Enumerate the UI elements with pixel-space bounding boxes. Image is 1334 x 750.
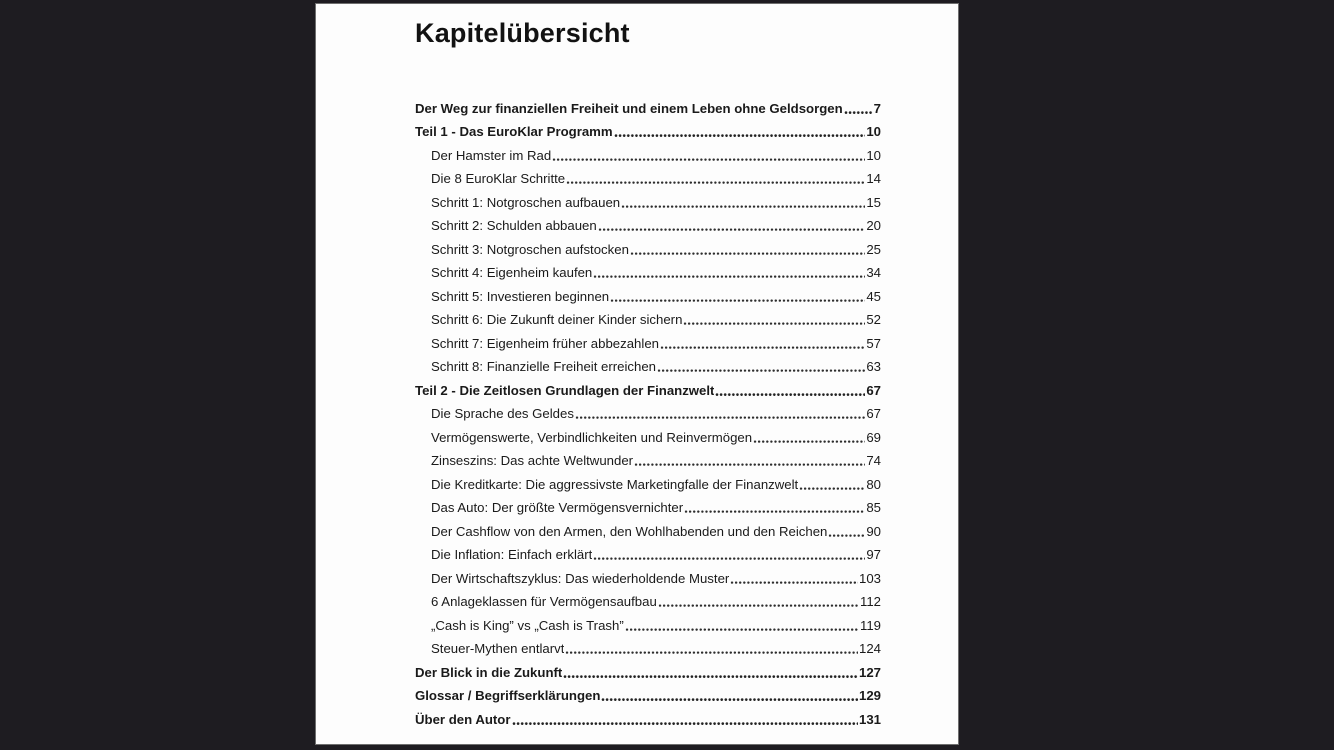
toc-entry-page-number: 34 — [866, 265, 881, 280]
toc-entry-page-number: 7 — [873, 100, 881, 116]
toc-dot-leader — [634, 453, 865, 469]
toc-entry-page-number: 63 — [866, 359, 881, 374]
document-page — [315, 3, 959, 745]
toc-dot-leader — [601, 688, 858, 704]
toc-entry — [415, 399, 881, 423]
toc-entry-label: Über den Autor — [415, 711, 511, 727]
toc-entry — [415, 328, 881, 352]
toc-entry — [415, 657, 881, 681]
toc-dot-leader — [512, 712, 858, 728]
toc-entry-label: Schritt 2: Schulden abbauen — [431, 218, 597, 233]
toc-dot-leader — [683, 312, 865, 328]
toc-entry — [415, 469, 881, 493]
toc-entry-label: Schritt 5: Investieren beginnen — [431, 288, 610, 304]
toc-dot-leader — [658, 594, 859, 610]
toc-entry — [415, 93, 881, 117]
toc-entry-label: Schritt 4: Eigenheim kaufen — [431, 265, 593, 280]
toc-entry-label: Die Inflation: Einfach erklärt — [431, 547, 593, 562]
toc-dot-leader — [621, 195, 865, 211]
toc-entry-label: Teil 1 - Das EuroKlar Programm — [415, 124, 613, 139]
toc-dot-leader — [552, 148, 865, 164]
toc-entry — [415, 540, 881, 564]
toc-entry-page-number: 80 — [866, 476, 881, 492]
toc-entry-label: 6 Anlageklassen für Vermögensaufbau — [431, 594, 657, 609]
toc-entry-page-number: 127 — [858, 664, 881, 680]
toc-entry-label: Der Hamster im Rad — [431, 147, 552, 163]
toc-dot-leader — [566, 171, 865, 187]
toc-entry-label: Zinseszins: Das achte Weltwunder — [431, 453, 634, 468]
toc-entry-page-number: 52 — [866, 312, 881, 327]
toc-entry — [415, 211, 881, 235]
toc-dot-leader — [614, 124, 866, 140]
toc-dot-leader — [630, 242, 865, 258]
toc-entry-page-number: 74 — [866, 453, 881, 468]
toc-entry-label: Schritt 1: Notgroschen aufbauen — [431, 194, 621, 210]
toc-entry-label: Die Sprache des Geldes — [431, 406, 574, 421]
toc-dot-leader — [575, 406, 865, 422]
toc-entry-label: Das Auto: Der größte Vermögensvernichter — [431, 500, 684, 515]
toc-entry — [415, 493, 881, 517]
toc-entry — [415, 446, 881, 470]
toc-entry-page-number: 67 — [866, 382, 881, 398]
toc-entry-page-number: 57 — [866, 335, 881, 351]
toc-entry-label: Schritt 3: Notgroschen aufstocken — [431, 241, 629, 257]
toc-dot-leader — [563, 665, 858, 681]
toc-entry — [415, 117, 881, 141]
toc-entry-page-number: 103 — [858, 570, 881, 586]
toc-entry — [415, 516, 881, 540]
toc-entry-label: Glossar / Begriffserklärungen — [415, 688, 601, 703]
toc-entry-page-number: 85 — [866, 500, 881, 515]
toc-entry-page-number: 90 — [866, 523, 881, 539]
toc-entry-page-number: 20 — [866, 218, 881, 233]
toc-dot-leader — [593, 265, 865, 281]
toc-dot-leader — [598, 218, 866, 234]
toc-entry-page-number: 25 — [866, 241, 881, 257]
toc-entry-label: Schritt 7: Eigenheim früher abbezahlen — [431, 335, 659, 351]
toc-dot-leader — [593, 547, 865, 563]
toc-entry — [415, 634, 881, 658]
toc-entry — [415, 704, 881, 728]
toc-entry-label: Steuer-Mythen entlarvt — [431, 641, 565, 656]
toc-entry-page-number: 131 — [858, 711, 881, 727]
toc-dot-leader — [715, 383, 865, 399]
toc-entry — [415, 422, 881, 446]
toc-entry — [415, 187, 881, 211]
toc-entry — [415, 140, 881, 164]
toc-entry-page-number: 45 — [866, 288, 881, 304]
toc-entry — [415, 587, 881, 611]
toc-entry-page-number: 69 — [866, 429, 881, 445]
toc-entry-label: Teil 2 - Die Zeitlosen Grundlagen der Finanzwelt — [415, 382, 715, 398]
toc-entry — [415, 234, 881, 258]
toc-entry-label: Schritt 8: Finanzielle Freiheit erreichen — [431, 359, 657, 374]
toc-dot-leader — [610, 289, 865, 305]
toc-entry-page-number: 10 — [866, 147, 881, 163]
toc-entry-label: Der Cashflow von den Armen, den Wohlhabenden und den Reichen — [431, 523, 828, 539]
toc-entry-page-number: 97 — [866, 547, 881, 562]
toc-entry — [415, 305, 881, 329]
toc-entry — [415, 352, 881, 376]
toc-entry-label: Schritt 6: Die Zukunft deiner Kinder sichern — [431, 312, 683, 327]
toc-entry-page-number: 112 — [859, 594, 881, 609]
table-of-contents — [415, 93, 881, 728]
toc-dot-leader — [730, 571, 858, 587]
toc-entry-label: Vermögenswerte, Verbindlichkeiten und Reinvermögen — [431, 429, 753, 445]
toc-dot-leader — [684, 500, 865, 516]
toc-entry — [415, 610, 881, 634]
toc-entry-page-number: 10 — [866, 124, 881, 139]
toc-dot-leader — [625, 618, 859, 634]
toc-entry-label: Die Kreditkarte: Die aggressivste Marketingfalle der Finanzwelt — [431, 476, 799, 492]
toc-entry-label: Die 8 EuroKlar Schritte — [431, 171, 566, 186]
toc-dot-leader — [844, 101, 873, 117]
toc-entry — [415, 681, 881, 705]
toc-dot-leader — [565, 641, 858, 657]
toc-entry-label: Der Weg zur finanziellen Freiheit und einem Leben ohne Geldsorgen — [415, 100, 843, 116]
toc-entry — [415, 164, 881, 188]
toc-entry-label: Der Blick in die Zukunft — [415, 664, 563, 680]
toc-entry — [415, 258, 881, 282]
toc-entry-page-number: 129 — [858, 688, 881, 703]
toc-dot-leader — [753, 430, 865, 446]
toc-entry-page-number: 124 — [858, 641, 881, 656]
toc-dot-leader — [660, 336, 865, 352]
toc-entry-page-number: 15 — [866, 194, 881, 210]
toc-entry — [415, 281, 881, 305]
toc-dot-leader — [799, 477, 865, 493]
toc-entry-page-number: 67 — [866, 406, 881, 421]
toc-entry-page-number: 119 — [859, 617, 881, 633]
toc-entry — [415, 563, 881, 587]
toc-dot-leader — [828, 524, 865, 540]
toc-entry-label: Der Wirtschaftszyklus: Das wiederholdende Muster — [431, 570, 730, 586]
toc-entry — [415, 375, 881, 399]
toc-entry-page-number: 14 — [866, 171, 881, 186]
page-title: Kapitelübersicht — [415, 18, 630, 48]
toc-entry-label: „Cash is King” vs „Cash is Trash” — [431, 617, 624, 633]
toc-dot-leader — [657, 359, 865, 375]
